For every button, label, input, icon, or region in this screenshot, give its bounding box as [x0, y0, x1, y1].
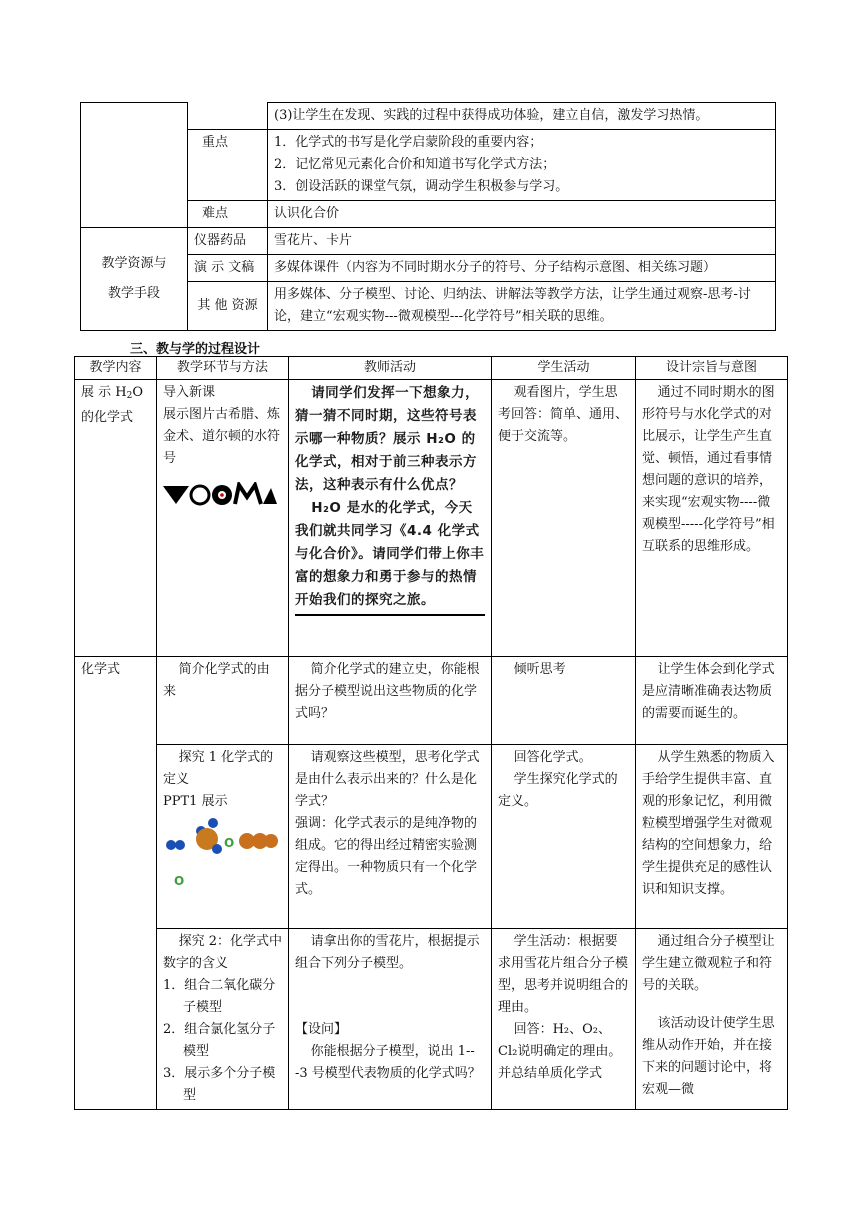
keypoint-list — [268, 130, 776, 201]
teacher-text: 你能根据分子模型，说出 1---3 号模型代表物质的化学式吗？ — [295, 1044, 481, 1081]
method-list-item: 3．展示多个分子模型 — [163, 1066, 276, 1103]
content-text: 展 示 H — [81, 385, 127, 400]
method-cell — [157, 929, 289, 1110]
student-cell — [492, 929, 636, 1110]
method-cell — [157, 745, 289, 929]
other-label: 其 他 资源 — [188, 282, 268, 331]
keypoint-label: 重点 — [188, 130, 268, 201]
resources-label-line: 教学手段 — [107, 286, 160, 301]
keypoint-item: 1．化学式的书写是化学启蒙阶段的重要内容； — [274, 135, 543, 150]
student-text: 回答化学式。 — [513, 750, 592, 765]
objectives-resources-table — [80, 102, 776, 331]
water-symbols-image — [163, 482, 279, 508]
process-design-table — [74, 356, 788, 1110]
difficulty-label: 难点 — [188, 201, 268, 228]
content-cell — [75, 380, 157, 657]
teacher-text: 请同学们发挥一下想象力，猜一猜不同时期，这些符号表示哪一种物质？展示 H₂O 的化学式，相对于前三种表示方法，这种表示有什么优点？ — [295, 385, 480, 493]
header-content: 教学内容 — [75, 357, 157, 380]
h2-molecule — [166, 840, 185, 850]
purpose-text: 通过组合分子模型让学生建立微观粒子和符号的关联。 — [642, 934, 775, 993]
header-teacher: 教师活动 — [289, 357, 492, 380]
section-heading: 三、教与学的过程设计 — [130, 342, 261, 357]
alchemy-symbol — [235, 485, 261, 504]
teacher-cell — [289, 745, 492, 929]
content-subscript: 2 — [126, 391, 133, 401]
content-text: O 的化学式 — [81, 385, 144, 425]
blank-cell — [188, 103, 268, 130]
molecule-models-image — [163, 813, 279, 893]
header-method: 教学环节与方法 — [157, 357, 289, 380]
objective-3: (3)让学生在发现、实践的过程中获得成功体验，建立自信，激发学习热情。 — [268, 103, 776, 130]
method-cell: 简介化学式的由来 — [157, 657, 289, 745]
svg-text:O: O — [174, 874, 185, 888]
teacher-text: 【设问】 — [295, 1022, 348, 1037]
method-text: 探究 1 化学式的定义 — [163, 750, 274, 787]
scan-underline — [295, 614, 485, 616]
keypoint-item: 3．创设活跃的课堂气氛，调动学生积极参与学习。 — [274, 179, 569, 194]
purpose-cell: 通过不同时期水的图形符号与水化学式的对比展示，让学生产生直觉、顿悟，通过看事情想问题的意识的培养，来实现“宏观实物----微观模型-----化学符号”相互联系的思维形成。 — [636, 380, 788, 657]
teacher-text: 强调：化学式表示的是纯净物的组成。它的得出经过精密实验测定得出。一种物质只有一个化学式。 — [295, 816, 478, 897]
purpose-cell: 让学生体会到化学式是应清晰准确表达物质的需要而诞生的。 — [636, 657, 788, 745]
cl2-molecule — [239, 833, 278, 849]
student-text: 并总结单质化学式 — [498, 1066, 603, 1081]
student-text: 回答：H₂、O₂、Cl₂说明确定的理由。 — [498, 1022, 622, 1059]
demo-label: 演 示 文稿 — [188, 255, 268, 282]
header-purpose: 设计宗旨与意图 — [636, 357, 788, 380]
teacher-cell: 简介化学式的建立史，你能根据分子模型说出这些物质的化学式吗？ — [289, 657, 492, 745]
method-list-item: 1．组合二氧化碳分子模型 — [163, 978, 276, 1015]
method-cell — [157, 380, 289, 657]
purpose-text: 该活动设计使学生思维从动作开始，并在接下来的问题讨论中，将宏观—微 — [642, 1016, 775, 1097]
co2-molecule — [196, 818, 222, 854]
resources-label — [81, 228, 188, 331]
method-text: 探究 2：化学式中数字的含义 — [163, 934, 282, 971]
circle-symbol — [191, 486, 209, 504]
student-text: 学生探究化学式的定义。 — [498, 772, 618, 809]
method-list — [163, 975, 282, 1107]
difficulty-value: 认识化合价 — [268, 201, 776, 228]
teacher-cell — [289, 380, 492, 657]
teacher-cell — [289, 929, 492, 1110]
student-text: 学生活动：根据要求用雪花片组合分子模型，思考并说明组合的理由。 — [498, 934, 629, 1015]
resources-label-line: 教学资源与 — [101, 256, 167, 271]
demo-value: 多媒体课件（内容为不同时期水分子的符号、分子结构示意图、相关练习题） — [268, 255, 776, 282]
method-text: PPT1 展示 — [163, 794, 228, 809]
purpose-cell: 从学生熟悉的物质入手给学生提供丰富、直观的形象记忆，利用微粒模型增强学生对微观结构的空间想象力，给学生提供充足的感性认识和知识支撑。 — [636, 745, 788, 929]
student-cell — [492, 745, 636, 929]
instrument-label: 仪器药品 — [188, 228, 268, 255]
method-list-item: 2．组合氯化氢分子模型 — [163, 1022, 276, 1059]
keypoint-item: 2．记忆常见元素化合价和知道书写化学式方法； — [274, 157, 556, 172]
teacher-text: H₂O 是水的化学式，今天我们就共同学习《4.4 化学式与化合价》。请同学们带上你丰富的想象力和勇于参与的热情开始我们的探究之旅。 — [295, 500, 485, 608]
merged-cell — [81, 103, 188, 228]
purpose-cell — [636, 929, 788, 1110]
method-text: 展示图片古希腊、炼金术、道尔顿的水符号 — [163, 407, 281, 466]
teacher-text: 请拿出你的雪花片，根据提示组合下列分子模型。 — [295, 934, 480, 971]
triangle-symbol — [163, 486, 189, 504]
header-student: 学生活动 — [492, 357, 636, 380]
content-cell: 化学式 — [75, 657, 157, 1110]
instrument-value: 雪花片、卡片 — [268, 228, 776, 255]
other-value: 用多媒体、分子模型、讨论、归纳法、讲解法等教学方法，让学生通过观察-思考-讨论，建立“宏观实物---微观模型---化学符号”相关联的思维。 — [268, 282, 776, 331]
student-cell: 倾听思考 — [492, 657, 636, 745]
method-text: 导入新课 — [163, 385, 216, 400]
student-cell: 观看图片，学生思考回答：简单、通用、便于交流等。 — [492, 380, 636, 657]
svg-text:O: O — [224, 836, 235, 850]
teacher-text: 请观察这些模型，思考化学式是由什么表示出来的？什么是化学式？ — [295, 750, 480, 809]
